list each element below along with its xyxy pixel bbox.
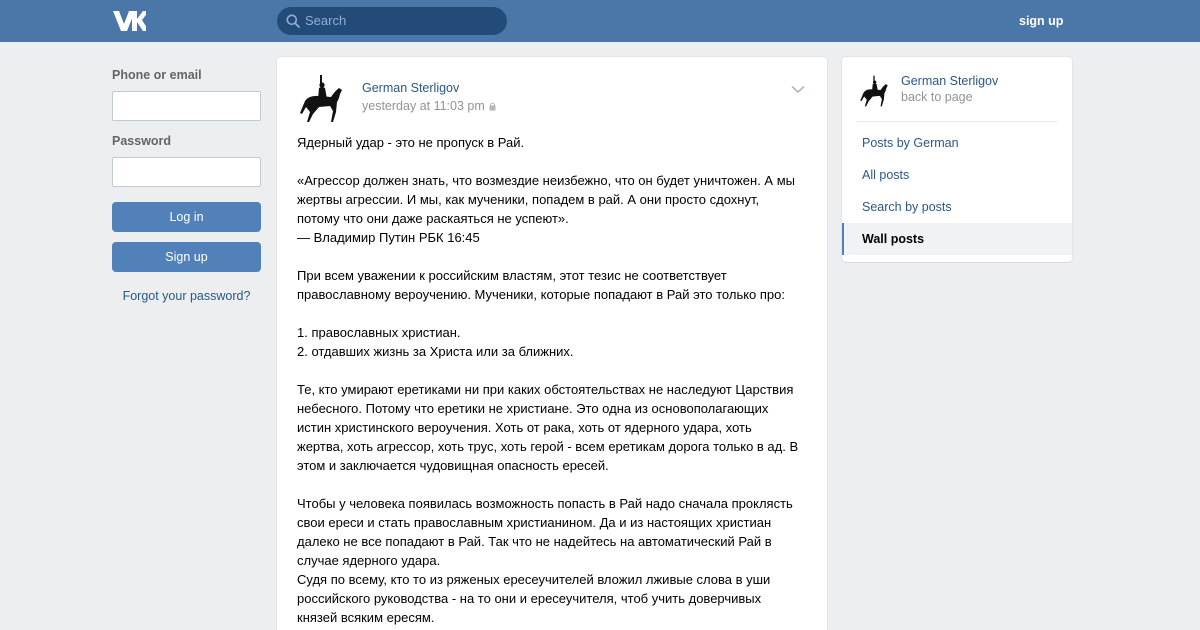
- profile-nav: [842, 57, 1072, 262]
- vk-logo-icon[interactable]: [112, 10, 146, 32]
- post-text-line: Судя по всему, кто то из ряженых ересеучителей вложил лживые слова в уши: [297, 572, 771, 587]
- nav-profile-name[interactable]: German Sterligov: [901, 74, 999, 88]
- post-text-line: жертвы агрессии. И мы, как мученики, попадем в рай. А они просто сдохнут,: [297, 192, 760, 207]
- post-text-line: При всем уважении к российским властям, этот тезис не соответствует: [297, 268, 727, 283]
- post-text-line: Те, кто умирают еретиками ни при каких обстоятельствах не наследуют Царствия: [297, 382, 794, 397]
- post-text-line: этом и заключается чудовищная опасность ересей.: [297, 458, 609, 473]
- post-paragraph: [297, 380, 809, 475]
- post-paragraph: [297, 266, 809, 304]
- post-text-line: 1. православных христиан.: [297, 325, 461, 340]
- post-text-line: 2. отдавших жизнь за Христа или за ближних.: [297, 344, 574, 359]
- search-icon: [286, 14, 300, 28]
- back-to-page-link[interactable]: back to page: [901, 90, 973, 104]
- post-text-line: — Владимир Путин РБК 16:45: [297, 230, 480, 245]
- avatar[interactable]: [858, 73, 890, 107]
- search-box[interactable]: [277, 7, 507, 35]
- sign-up-link[interactable]: sign up: [1019, 14, 1064, 28]
- post-text-line: далеко не все попадают в Рай. Так что не надейтесь на автоматический Рай в: [297, 534, 772, 549]
- post-text-line: Ядерный удар - это не пропуск в Рай.: [297, 135, 525, 150]
- nav-item-search-posts[interactable]: Search by posts: [862, 200, 952, 214]
- wall-post: [277, 57, 827, 630]
- nav-item-all-posts[interactable]: All posts: [862, 168, 910, 182]
- phone-email-input[interactable]: [112, 91, 261, 121]
- password-label: Password: [112, 134, 172, 148]
- avatar[interactable]: [297, 71, 345, 123]
- divider: [857, 121, 1057, 122]
- post-text-line: случае ядерного удара.: [297, 553, 441, 568]
- lock-icon: [489, 102, 496, 111]
- chevron-down-icon[interactable]: [791, 85, 805, 94]
- log-in-button[interactable]: Log in: [112, 202, 261, 232]
- post-text-line: князей всяким ересям.: [297, 610, 435, 625]
- post-time-text: yesterday at 11:03 pm: [362, 99, 485, 113]
- password-input[interactable]: [112, 157, 261, 187]
- post-text-line: потому что они даже раскаяться не успеют».: [297, 211, 569, 226]
- post-text-line: российского руководства - на то они и ересеучителя, чтоб учить доверчивых: [297, 591, 762, 606]
- forgot-password-link[interactable]: Forgot your password?: [122, 289, 251, 303]
- top-bar: [0, 0, 1200, 42]
- post-text-line: свои ереси и стать православным христианином. Да и из настоящих христиан: [297, 515, 772, 530]
- post-paragraph: [297, 323, 809, 361]
- search-input[interactable]: Search: [305, 13, 347, 28]
- phone-label: Phone or email: [112, 68, 202, 82]
- post-text-line: Чтобы у человека появилась возможность попасть в Рай надо сначала проклясть: [297, 496, 793, 511]
- post-text-line: истин христинского вероучения. Хоть от рака, хоть от ядерного удара, хоть: [297, 420, 752, 435]
- post-text-line: православному вероучению. Мученики, которые попадают в Рай это только про:: [297, 287, 786, 302]
- post-text-line: небесного. Потому что еретики не христиане. Это одна из основополагающих: [297, 401, 769, 416]
- nav-item-wall-posts[interactable]: Wall posts: [842, 223, 1072, 255]
- post-paragraph: [297, 171, 809, 247]
- post-text-line: жертва, хоть агрессор, хоть трус, хоть герой - всем еретикам дорога только в ад. В: [297, 439, 799, 454]
- post-text: [297, 133, 809, 630]
- post-paragraph: [297, 494, 809, 627]
- post-paragraph: [297, 133, 809, 152]
- post-author[interactable]: German Sterligov: [362, 81, 460, 95]
- sign-up-button[interactable]: Sign up: [112, 242, 261, 272]
- nav-item-posts-by-author[interactable]: Posts by German: [862, 136, 959, 150]
- post-text-line: «Агрессор должен знать, что возмездие неизбежно, что он будет уничтожен. А мы: [297, 173, 795, 188]
- post-timestamp[interactable]: [362, 98, 496, 114]
